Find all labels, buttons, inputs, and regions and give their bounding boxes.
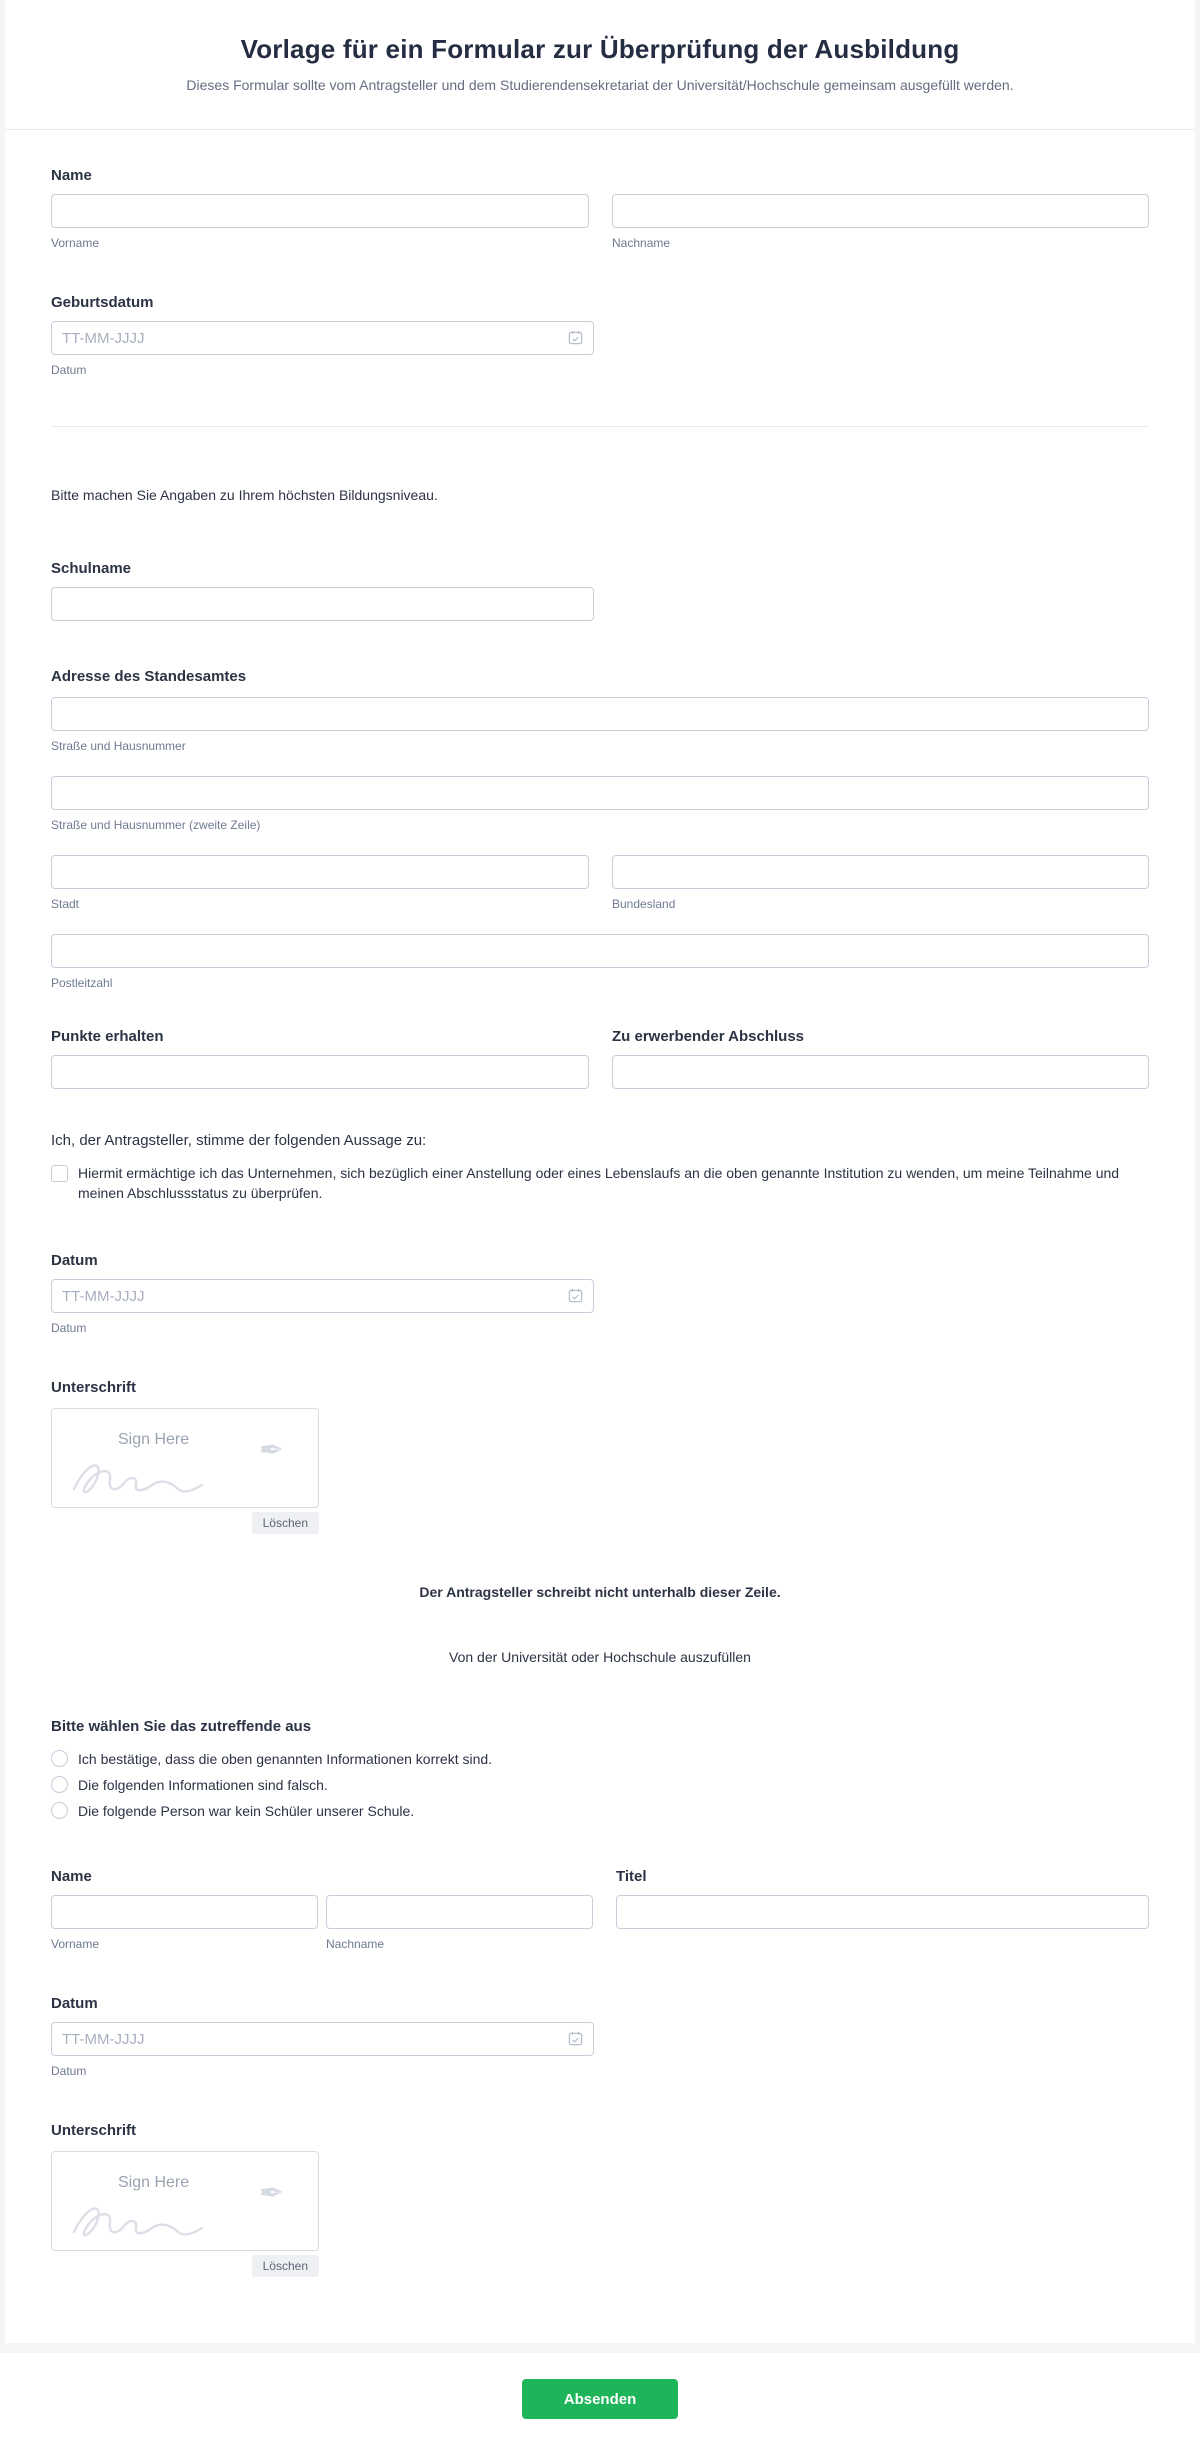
radio-option-label: Die folgende Person war kein Schüler unserer Schule. xyxy=(78,1802,415,1819)
credits-input[interactable] xyxy=(51,1055,589,1089)
title-label: Titel xyxy=(616,1868,647,1885)
consent-checkbox-text: Hiermit ermächtige ich das Unternehmen, sich bezüglich einer Anstellung oder eines Lebenslaufs an die oben genannte Institution zu wenden, um meine Teilnahme und meinen Abschlussstatus zu überprüfen. xyxy=(78,1165,1120,1201)
form-footer xyxy=(0,2353,1200,2453)
university-signature-pad[interactable] xyxy=(51,2151,319,2251)
university-name-label: Name xyxy=(51,1868,92,1885)
calendar-icon[interactable] xyxy=(568,2031,583,2046)
birthdate-group xyxy=(51,293,1149,378)
choice-label: Bitte wählen Sie das zutreffende aus xyxy=(51,1718,312,1735)
degree-input[interactable] xyxy=(612,1055,1149,1089)
last-name-input[interactable] xyxy=(612,194,1149,228)
university-first-name-sublabel: Vorname xyxy=(51,1937,100,1951)
first-name-sublabel: Vorname xyxy=(51,236,100,250)
applicant-name-group xyxy=(51,166,1149,251)
university-date-input[interactable] xyxy=(51,2022,594,2056)
form-header xyxy=(5,0,1195,130)
street-sublabel: Straße und Hausnummer xyxy=(51,739,186,753)
signature-squiggle xyxy=(70,2192,270,2242)
city-input[interactable] xyxy=(51,855,589,889)
radio-icon[interactable] xyxy=(51,1776,68,1793)
school-name-input[interactable] xyxy=(51,587,594,621)
signature-squiggle xyxy=(70,1449,270,1499)
signature-pad[interactable] xyxy=(51,1408,319,1508)
last-name-sublabel: Nachname xyxy=(612,236,671,250)
address-group xyxy=(51,667,1149,991)
street2-sublabel: Straße und Hausnummer (zweite Zeile) xyxy=(51,818,261,832)
university-date-sublabel: Datum xyxy=(51,2064,87,2078)
school-name-label: Schulname xyxy=(51,560,132,577)
radio-option-false[interactable] xyxy=(51,1776,1149,1793)
applicant-date-input[interactable] xyxy=(51,1279,594,1313)
form-body xyxy=(5,130,1195,2343)
title-input[interactable] xyxy=(616,1895,1149,1929)
applicant-signature-group xyxy=(51,1378,1149,1534)
birthdate-label: Geburtsdatum xyxy=(51,294,154,311)
radio-icon[interactable] xyxy=(51,1750,68,1767)
no-write-note: Der Antragsteller schreibt nicht unterhalb dieser Zeile. xyxy=(419,1584,781,1600)
sign-here-text: Sign Here xyxy=(118,2174,190,2191)
consent-checkbox[interactable] xyxy=(51,1165,68,1182)
university-last-name-input[interactable] xyxy=(326,1895,593,1929)
birthdate-sublabel: Datum xyxy=(51,363,87,377)
address-label: Adresse des Standesamtes xyxy=(51,668,247,685)
applicant-date-group xyxy=(51,1251,1149,1336)
credits-degree-group xyxy=(51,1027,1149,1089)
pen-nib-icon: ✒ xyxy=(258,1433,284,1468)
submit-button[interactable]: Absenden xyxy=(522,2379,678,2419)
city-sublabel: Stadt xyxy=(51,897,80,911)
name-label: Name xyxy=(51,167,92,184)
credits-label: Punkte erhalten xyxy=(51,1028,164,1045)
applicant-date-sublabel: Datum xyxy=(51,1321,87,1335)
page-subtitle: Dieses Formular sollte vom Antragsteller und dem Studierendensekretariat der Universität/Hochschule gemeinsam ausgefüllt werden. xyxy=(186,77,1014,93)
consent-label: Ich, der Antragsteller, stimme der folgenden Aussage zu: xyxy=(51,1132,427,1149)
education-intro-text: Bitte machen Sie Angaben zu Ihrem höchsten Bildungsniveau. xyxy=(51,487,438,503)
pen-nib-icon: ✒ xyxy=(258,2176,284,2211)
university-signature-label: Unterschrift xyxy=(51,2122,137,2139)
office-use-note: Von der Universität oder Hochschule auszufüllen xyxy=(449,1649,751,1665)
degree-label: Zu erwerbender Abschluss xyxy=(612,1028,804,1045)
calendar-icon[interactable] xyxy=(568,1288,583,1303)
first-name-input[interactable] xyxy=(51,194,589,228)
radio-option-label: Die folgenden Informationen sind falsch. xyxy=(78,1776,328,1793)
university-date-group xyxy=(51,1994,1149,2079)
zip-input[interactable] xyxy=(51,934,1149,968)
radio-icon[interactable] xyxy=(51,1802,68,1819)
consent-group xyxy=(51,1131,1149,1203)
university-signature-group xyxy=(51,2121,1149,2277)
signature-label: Unterschrift xyxy=(51,1379,137,1396)
applicant-date-label: Datum xyxy=(51,1252,98,1269)
school-name-group xyxy=(51,559,1149,621)
radio-option-correct[interactable] xyxy=(51,1750,1149,1767)
street-input[interactable] xyxy=(51,697,1149,731)
clear-signature-button[interactable]: Löschen xyxy=(252,1512,319,1534)
zip-sublabel: Postleitzahl xyxy=(51,976,113,990)
radio-option-label: Ich bestätige, dass die oben genannten Informationen korrekt sind. xyxy=(78,1750,493,1767)
university-date-label: Datum xyxy=(51,1995,98,2012)
state-input[interactable] xyxy=(612,855,1149,889)
university-name-group xyxy=(51,1867,1149,1952)
radio-option-not-student[interactable] xyxy=(51,1802,1149,1819)
choice-group xyxy=(51,1717,1149,1819)
university-first-name-input[interactable] xyxy=(51,1895,318,1929)
university-clear-signature-button[interactable]: Löschen xyxy=(252,2255,319,2277)
sign-here-text: Sign Here xyxy=(118,1431,190,1448)
page-title: Vorlage für ein Formular zur Überprüfung der Ausbildung xyxy=(240,34,960,64)
street2-input[interactable] xyxy=(51,776,1149,810)
birthdate-input[interactable] xyxy=(51,321,594,355)
state-sublabel: Bundesland xyxy=(612,897,676,911)
section-divider xyxy=(51,426,1149,427)
university-last-name-sublabel: Nachname xyxy=(326,1937,385,1951)
calendar-icon[interactable] xyxy=(568,330,583,345)
